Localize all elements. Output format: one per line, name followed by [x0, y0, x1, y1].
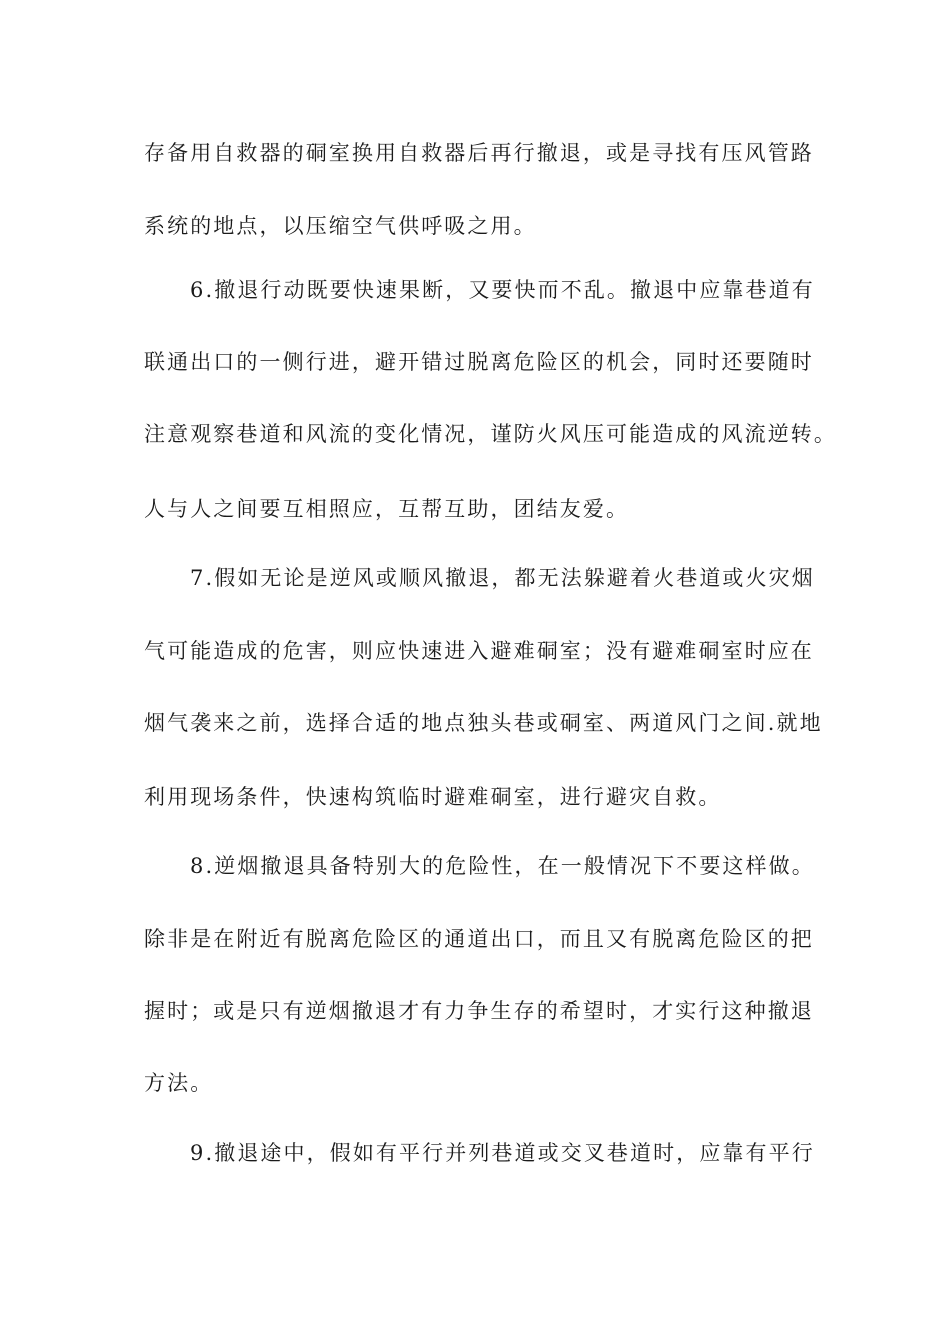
text-line-1: 存备用自救器的硐室换用自救器后再行撤退，或是寻找有压风管路 — [144, 141, 814, 165]
paragraph-6-start: 6.撤退行动既要快速果断，又要快而不乱。撤退中应靠巷道有 — [190, 278, 815, 302]
paragraph-7-start: 7.假如无论是逆风或顺风撤退，都无法躲避着火巷道或火灾烟 — [190, 566, 815, 590]
text-line-5: 注意观察巷道和风流的变化情况，谨防火风压可能造成的风流逆转。 — [144, 422, 837, 446]
text-line-12: 除非是在附近有脱离危险区的通道出口，而且又有脱离危险区的把 — [144, 927, 814, 951]
text-line-4: 联通出口的一侧行进，避开错过脱离危险区的机会，同时还要随时 — [144, 350, 814, 374]
text-line-6: 人与人之间要互相照应，互帮互助，团结友爱。 — [144, 497, 630, 521]
text-line-13: 握时；或是只有逆烟撤退才有力争生存的希望时，才实行这种撤退 — [144, 999, 814, 1023]
text-line-10: 利用现场条件，快速构筑临时避难硐室，进行避灾自救。 — [144, 785, 722, 809]
text-line-8: 气可能造成的危害，则应快速进入避难硐室；没有避难硐室时应在 — [144, 639, 814, 663]
text-line-2: 系统的地点，以压缩空气供呼吸之用。 — [144, 214, 537, 238]
text-line-14: 方法。 — [144, 1071, 214, 1095]
text-line-9: 烟气袭来之前，选择合适的地点独头巷或硐室、两道风门之间.就地 — [144, 711, 823, 735]
paragraph-8-start: 8.逆烟撤退具备特别大的危险性，在一般情况下不要这样做。 — [190, 854, 815, 878]
paragraph-9-start: 9.撤退途中，假如有平行并列巷道或交叉巷道时，应靠有平行 — [190, 1141, 815, 1165]
